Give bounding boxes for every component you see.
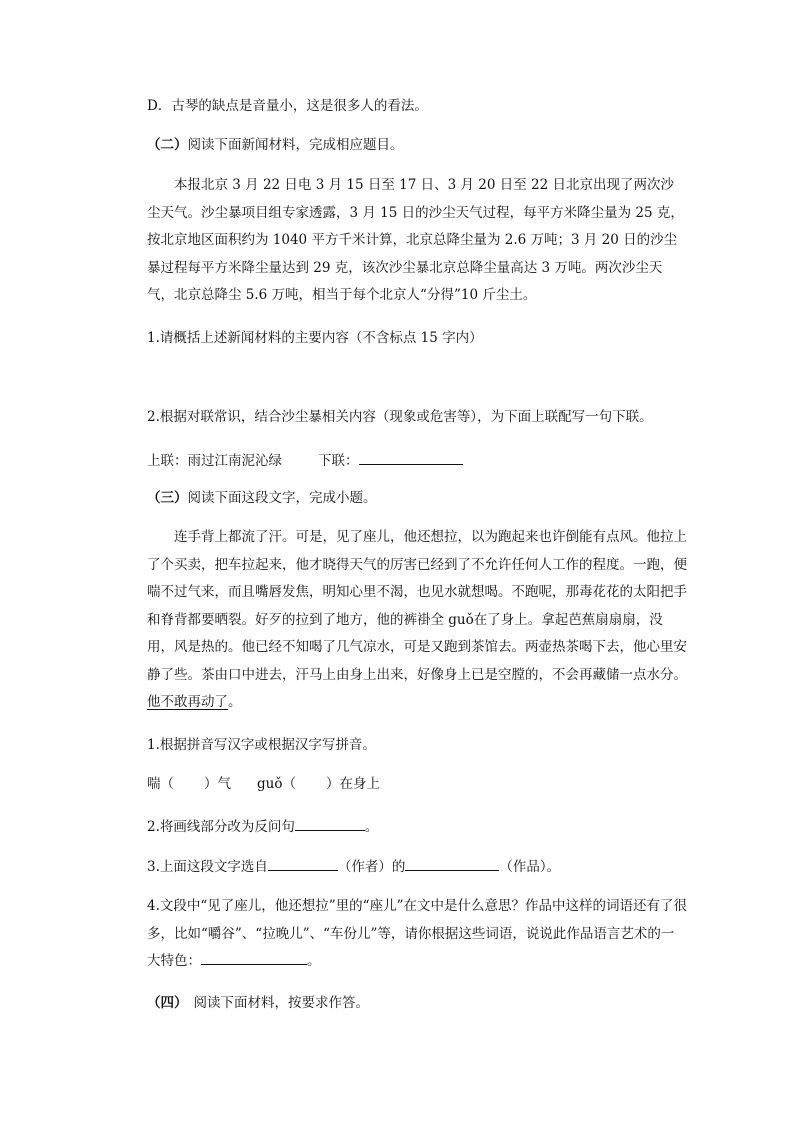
question-3-2 [147,815,378,837]
author-blank[interactable] [268,855,338,871]
question-3-2-blank[interactable] [295,815,365,831]
question-3-4 [147,893,687,976]
passage-paragraph [147,524,687,717]
section-3-number: （三） [147,490,188,506]
option-d: D．古琴的缺点是音量小，这是很多人的看法。 [147,98,428,114]
item-chuan-open: 喘（ [147,776,174,792]
question-3-3 [147,855,560,877]
section-3-heading [147,488,377,508]
passage-underlined-sentence: 他不敢再动了 [147,694,228,710]
couplet-line [147,449,463,471]
news-text: 本报北京 3 月 22 日电 3 月 15 日至 17 日、3 月 20 日至 22 日北京出现了两次沙尘天气。沙尘暴项目组专家透露，3 月 15 日的沙尘天气过程，每平方米降尘量为 25 克，按北京地区面积约为 1040 平方千米计算，北京总降尘量为 2.6 万吨；3 月 20 日的沙尘暴过程每平方米降尘量达到 29 克，该次沙尘暴北京总降尘量高达 3 万吨。两次沙尘天气，北京总降尘 5.6 万吨，相当于每个北京人“分得”10 斤尘土。 [147,177,684,303]
section-3-instruction: 阅读下面这段文字，完成小题。 [187,490,377,506]
work-blank[interactable] [405,855,499,871]
question-3-4-blank[interactable] [201,949,307,965]
item-guo-open: guǒ（ [257,776,296,792]
section-2-heading [147,135,404,155]
section-4-number: （四） [147,995,188,1011]
passage-end-mark: 。 [228,694,242,710]
item-chuan-close: ）气 [204,776,231,792]
couplet-upper: 上联：雨过江南泥沁绿 [147,453,282,469]
question-3-4-text: 4.文段中“见了座儿，他还想拉”里的“座儿”在文中是什么意思？作品中这样的词语还有了很多，比如“嚼谷”、“拉晚儿”、“车份儿”等，请你根据这些词语，说说此作品语言艺术的一大特色： [147,898,687,969]
question-3-4-end: 。 [307,953,321,969]
question-2-2: 2.根据对联常识，结合沙尘暴相关内容（现象或危害等），为下面上联配写一句下联。 [147,409,653,425]
item-guo-close: ）在身上 [325,776,380,792]
question-3-3-text: 3.上面这段文字选自 [147,859,268,875]
question-3-2-text: 2.将画线部分改为反问句 [147,819,295,835]
section-2-instruction: 阅读下面新闻材料，完成相应题目。 [187,137,404,153]
question-3-2-end: 。 [364,819,379,835]
question-3-1: 1.根据拼音写汉字或根据汉字写拼音。 [147,737,376,753]
couplet-lower-label: 下联： [318,453,359,469]
question-3-3-end: （作品）。 [499,859,561,875]
section-2-number: （二） [147,137,188,153]
question-3-3-mid: （作者）的 [337,859,406,875]
section-4-heading [147,993,369,1013]
question-2-1: 1.请概括上述新闻材料的主要内容（不含标点 15 字内） [147,330,483,346]
question-3-1-items [147,774,380,794]
section-4-instruction: 阅读下面材料，按要求作答。 [193,995,369,1011]
passage-text: 连手背上都流了汗。可是，见了座儿，他还想拉，以为跑起来也许倒能有点风。他拉上了个买卖，把车拉起来，他才晓得天气的厉害已经到了不允许任何人工作的程度。一跑，便喘不过气来，而且嘴唇发焦，明知心里不渴，也见水就想喝。不跑呢，那毒花花的太阳把手和脊背都要晒裂。好歹的拉到了地方，他的裤褂全 guǒ在了身上。拿起芭蕉扇扇扇，没用，风是热的。他已经不知喝了几气凉水，可是又跑到茶馆去。两壶热茶喝下去，他心里安静了些。茶由口中进去，汗马上由身上出来，好像身上已是空膛的，不会再藏储一点水分。 [147,529,687,683]
couplet-answer-blank[interactable] [359,449,463,465]
news-paragraph [147,172,687,310]
